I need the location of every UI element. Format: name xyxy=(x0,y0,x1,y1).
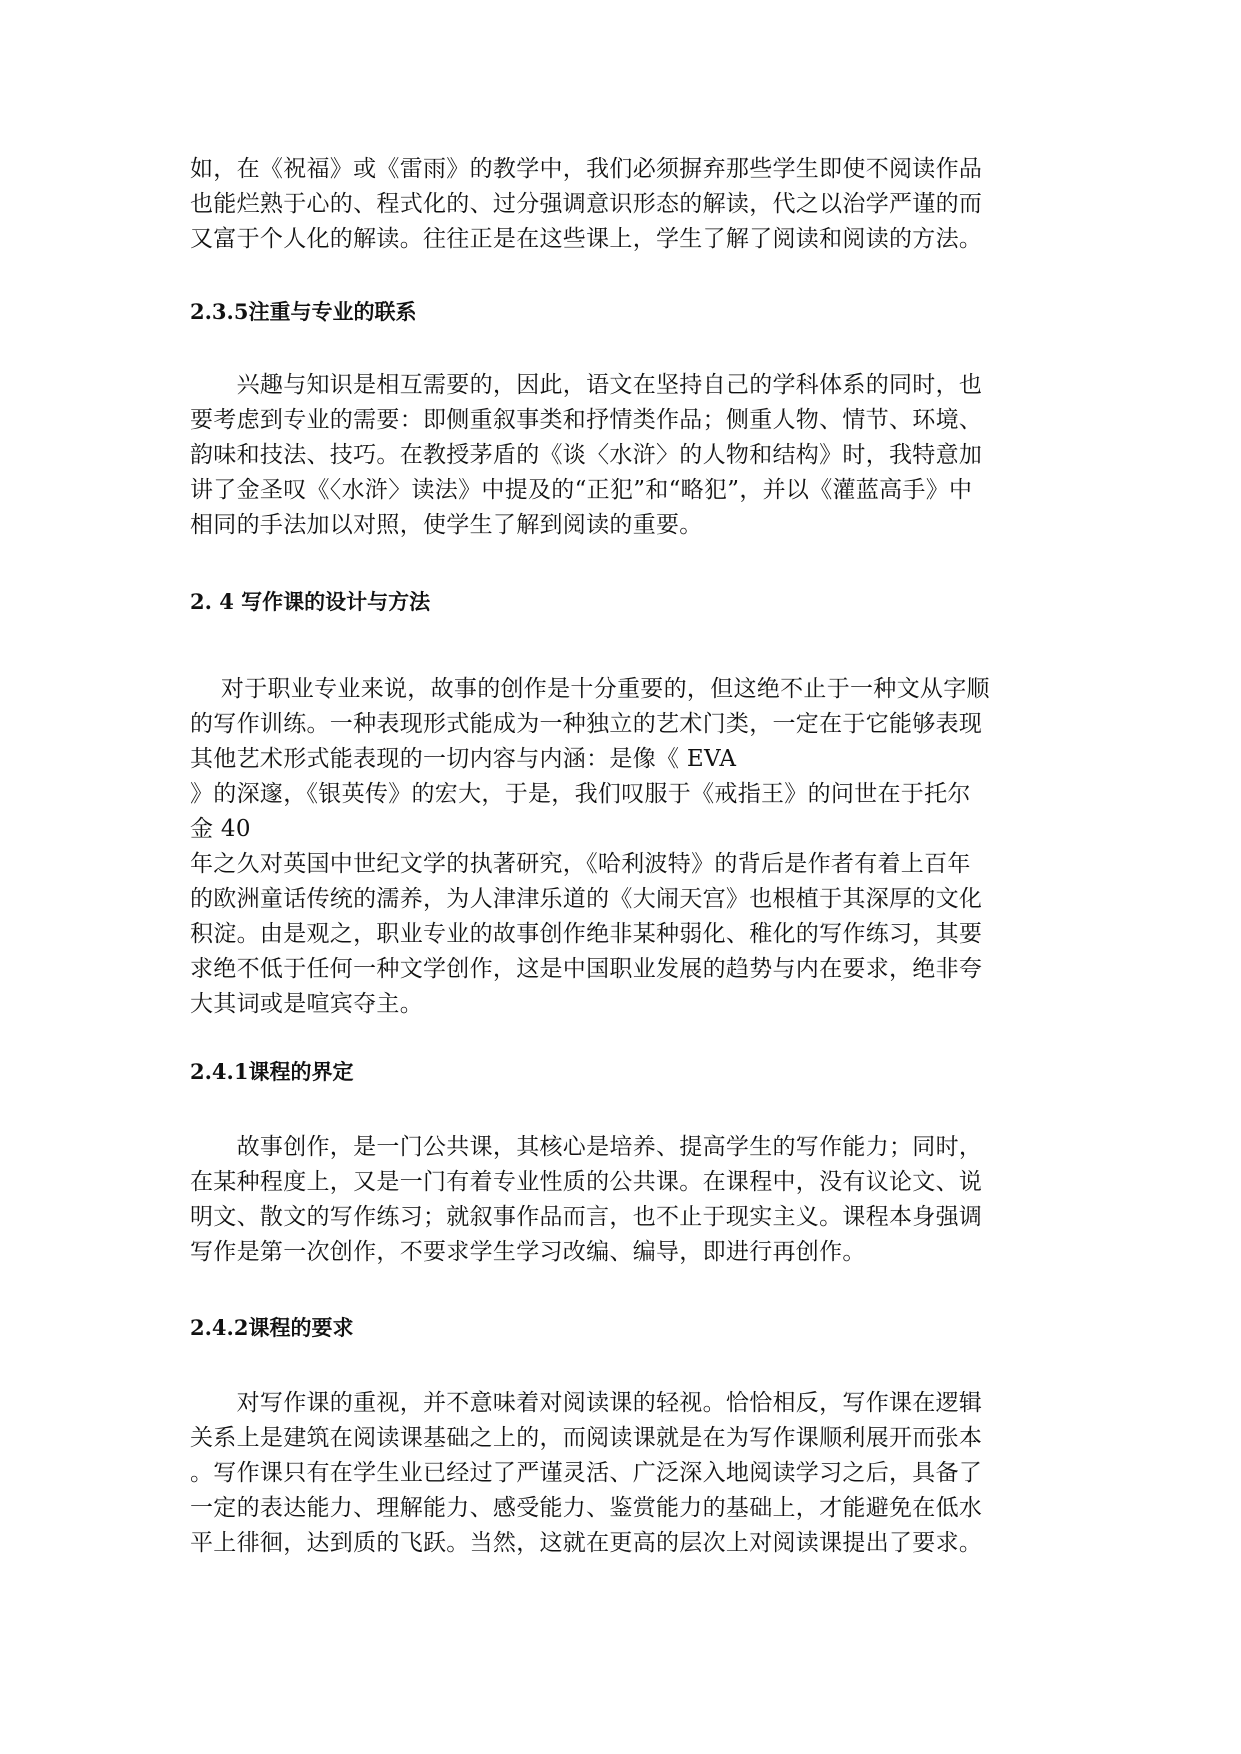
paragraph-line: 相同的手法加以对照，使学生了解到阅读的重要。 xyxy=(190,512,703,538)
paragraph-line: 对写作课的重视，并不意味着对阅读课的轻视。恰恰相反，写作课在逻辑 xyxy=(190,1390,983,1416)
paragraph-line: 对于职业专业来说，故事的创作是十分重要的，但这绝不止于一种文从字顺 xyxy=(190,676,990,702)
paragraph-line: 讲了金圣叹《〈水浒〉读法》中提及的“正犯”和“略犯”，并以《灌蓝高手》中 xyxy=(190,477,973,503)
paragraph-course-requirements xyxy=(190,1386,1050,1561)
paragraph-line: 平上徘徊，达到质的飞跃。当然，这就在更高的层次上对阅读课提出了要求。 xyxy=(190,1530,983,1556)
section-heading-2-3-5: 2.3.5注重与专业的联系 xyxy=(190,299,417,324)
paragraph-line: 关系上是建筑在阅读课基础之上的，而阅读课就是在为写作课顺利展开而张本 xyxy=(190,1425,983,1451)
paragraph-line: 金 40 xyxy=(190,816,251,842)
paragraph-line: 也能烂熟于心的、程式化的、过分强调意识形态的解读，代之以治学严谨的而 xyxy=(190,191,983,217)
paragraph-line: 年之久对英国中世纪文学的执著研究，《哈利波特》的背后是作者有着上百年 xyxy=(190,851,971,877)
paragraph-line: 又富于个人化的解读。往往正是在这些课上，学生了解了阅读和阅读的方法。 xyxy=(190,226,983,252)
paragraph-line: 大其词或是喧宾夺主。 xyxy=(190,991,423,1017)
paragraph-line: 写作是第一次创作，不要求学生学习改编、编导，即进行再创作。 xyxy=(190,1239,866,1265)
paragraph-line: 积淀。由是观之，职业专业的故事创作绝非某种弱化、稚化的写作练习，其要 xyxy=(190,921,983,947)
paragraph-line: 故事创作，是一门公共课，其核心是培养、提高学生的写作能力；同时， xyxy=(190,1134,983,1160)
paragraph-line: 兴趣与知识是相互需要的，因此，语文在坚持自己的学科体系的同时，也 xyxy=(190,372,983,398)
section-heading-2-4-1: 2.4.1课程的界定 xyxy=(190,1059,354,1084)
paragraph-line: 在某种程度上，又是一门有着专业性质的公共课。在课程中，没有议论文、说 xyxy=(190,1169,983,1195)
paragraph-line: 如，在《祝福》或《雷雨》的教学中，我们必须摒弃那些学生即使不阅读作品 xyxy=(190,156,983,182)
section-heading-2-4: 2. 4 写作课的设计与方法 xyxy=(190,589,431,614)
paragraph-line: 其他艺术形式能表现的一切内容与内涵：是像《 EVA xyxy=(190,746,737,772)
paragraph-line: 求绝不低于任何一种文学创作，这是中国职业发展的趋势与内在要求，绝非夸 xyxy=(190,956,983,982)
paragraph-line: 的欧洲童话传统的濡养，为人津津乐道的《大闹天宫》也根植于其深厚的文化 xyxy=(190,886,983,912)
paragraph-reading-method xyxy=(190,152,1050,257)
paragraph-line: 韵味和技法、技巧。在教授茅盾的《谈〈水浒〉的人物和结构》时，我特意加 xyxy=(190,442,983,468)
paragraph-line: 。写作课只有在学生业已经过了严谨灵活、广泛深入地阅读学习之后，具备了 xyxy=(190,1460,983,1486)
paragraph-line: 明文、散文的写作练习；就叙事作品而言，也不止于现实主义。课程本身强调 xyxy=(190,1204,983,1230)
paragraph-story-creation xyxy=(190,672,1050,1022)
paragraph-line: 》的深邃，《银英传》的宏大，于是，我们叹服于《戒指王》的问世在于托尔 xyxy=(190,781,971,807)
paragraph-course-definition xyxy=(190,1130,1050,1270)
paragraph-line: 的写作训练。一种表现形式能成为一种独立的艺术门类，一定在于它能够表现 xyxy=(190,711,983,737)
paragraph-line: 要考虑到专业的需要：即侧重叙事类和抒情类作品；侧重人物、情节、环境、 xyxy=(190,407,983,433)
paragraph-line: 一定的表达能力、理解能力、感受能力、鉴赏能力的基础上，才能避免在低水 xyxy=(190,1495,983,1521)
section-heading-2-4-2: 2.4.2课程的要求 xyxy=(190,1315,354,1340)
paragraph-professional-link xyxy=(190,368,1050,543)
